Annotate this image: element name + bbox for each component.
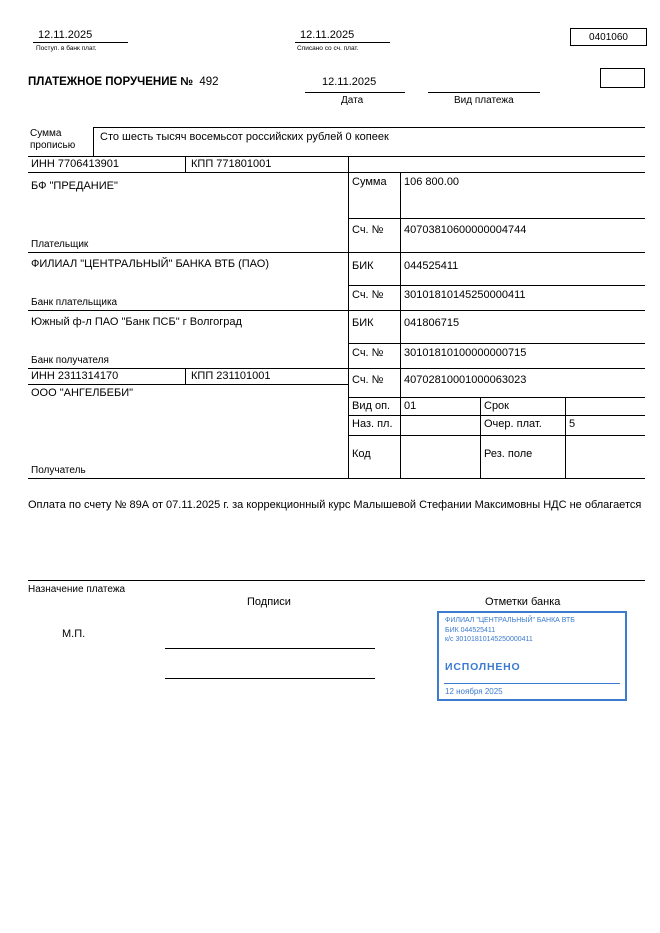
- grid-line: [28, 156, 645, 157]
- code-label: Код: [352, 448, 371, 460]
- payer-section-label: Плательщик: [31, 239, 89, 250]
- form-code: 0401060: [589, 31, 628, 43]
- op-kind-value: 01: [404, 400, 417, 412]
- stamp-bank-name: ФИЛИАЛ "ЦЕНТРАЛЬНЫЙ" БАНКА ВТБ: [445, 617, 575, 624]
- grid-line: [480, 397, 481, 478]
- grid-line: [348, 343, 645, 344]
- document-title: [28, 76, 219, 88]
- payee-section-label: Получатель: [31, 465, 86, 476]
- debited-date: 12.11.2025: [300, 29, 355, 41]
- form-code-box: [570, 28, 647, 46]
- purpose-section-line: [28, 580, 645, 581]
- received-date-caption: Поступ. в банк плат.: [36, 45, 97, 52]
- amount-value: 106 800.00: [404, 176, 460, 188]
- amount-words-top-line: [93, 127, 645, 128]
- grid-line: [348, 415, 645, 416]
- payment-kind-underline: [428, 92, 540, 93]
- payee-bank-account-label: Сч. №: [352, 347, 384, 359]
- debited-date-caption: Списано со сч. плат.: [297, 45, 359, 52]
- payer-account-label: Сч. №: [352, 224, 384, 236]
- stamp-divider: [444, 683, 620, 684]
- payer-bank-bik-value: 044525411: [404, 260, 459, 272]
- purpose-code-label: Наз. пл.: [352, 418, 393, 430]
- signatures-title: Подписи: [247, 596, 291, 608]
- title-label: ПЛАТЕЖНОЕ ПОРУЧЕНИЕ №: [28, 76, 194, 88]
- grid-line: [348, 397, 645, 398]
- reserve-field-label: Рез. поле: [484, 448, 533, 460]
- grid-line: [28, 384, 348, 385]
- grid-line: [400, 172, 401, 478]
- payer-bank-section-label: Банк плательщика: [31, 297, 118, 308]
- purpose-section-label: Назначение платежа: [28, 584, 126, 595]
- amount-words-label-1: Сумма: [30, 128, 62, 139]
- stamp-date: 12 ноября 2025: [445, 687, 503, 696]
- grid-line: [565, 397, 566, 478]
- payer-bank-account-value: 30101810145250000411: [404, 289, 526, 301]
- payee-name: ООО "АНГЕЛБЕБИ": [31, 387, 134, 399]
- status-code-box: [600, 68, 645, 88]
- debited-date-underline: [295, 42, 390, 43]
- stamp-bik: БИК 044525411: [445, 627, 496, 634]
- grid-line: [348, 285, 645, 286]
- payer-bank-bik-label: БИК: [352, 260, 374, 272]
- grid-line: [28, 172, 645, 173]
- amount-words-label-2: прописью: [30, 140, 76, 151]
- received-date-underline: [33, 42, 128, 43]
- payment-purpose-text: Оплата по счету № 89А от 07.11.2025 г. за коррекционный курс Малышевой Стефании Максимовны НДС не облагается: [28, 499, 642, 511]
- payer-inn: ИНН 7706413901: [31, 158, 120, 170]
- seal-label: М.П.: [62, 628, 86, 640]
- document-number: 492: [199, 76, 219, 88]
- signature-line-2: [165, 678, 375, 679]
- stamp-status: ИСПОЛНЕНО: [445, 661, 521, 673]
- document-date: 12.11.2025: [322, 76, 377, 88]
- received-date: 12.11.2025: [38, 29, 93, 41]
- date-label: Дата: [341, 95, 364, 106]
- grid-line: [28, 478, 645, 479]
- grid-line: [348, 156, 349, 478]
- payee-inn: ИНН 2311314170: [31, 370, 119, 382]
- payee-kpp: КПП 231101001: [191, 370, 271, 382]
- payee-bank-bik-value: 041806715: [404, 317, 460, 329]
- op-kind-label: Вид оп.: [352, 400, 391, 412]
- amount-words-divider: [93, 127, 94, 156]
- payee-account-label: Сч. №: [352, 374, 384, 386]
- grid-line: [348, 218, 645, 219]
- amount-label: Сумма: [352, 176, 387, 188]
- payment-kind-label: Вид платежа: [454, 95, 514, 106]
- priority-label: Очер. плат.: [484, 418, 542, 430]
- grid-line: [185, 156, 186, 172]
- term-label: Срок: [484, 400, 509, 412]
- grid-line: [28, 252, 645, 253]
- grid-line: [28, 310, 645, 311]
- payee-bank-bik-label: БИК: [352, 317, 374, 329]
- date-underline: [305, 92, 405, 93]
- grid-line: [348, 435, 645, 436]
- signature-line-1: [165, 648, 375, 649]
- grid-line: [28, 368, 645, 369]
- payer-bank-name: ФИЛИАЛ "ЦЕНТРАЛЬНЫЙ" БАНКА ВТБ (ПАО): [31, 258, 269, 270]
- payer-kpp: КПП 771801001: [191, 158, 272, 170]
- payee-bank-section-label: Банк получателя: [31, 355, 109, 366]
- payee-account-value: 40702810001000063023: [404, 374, 527, 386]
- grid-line: [185, 368, 186, 384]
- payer-name: БФ "ПРЕДАНИЕ": [31, 180, 118, 192]
- bank-stamp: [437, 611, 627, 701]
- payee-bank-name: Южный ф-л ПАО "Банк ПСБ" г Волгоград: [31, 316, 242, 328]
- bank-marks-title: Отметки банка: [485, 596, 561, 608]
- payee-bank-account-value: 30101810100000000715: [404, 347, 527, 359]
- stamp-corr-account: к/с 30101810145250000411: [445, 636, 533, 643]
- payer-account-value: 40703810600000004744: [404, 224, 527, 236]
- amount-words-value: Сто шесть тысяч восемьсот российских рублей 0 копеек: [100, 131, 389, 143]
- payer-bank-account-label: Сч. №: [352, 289, 384, 301]
- priority-value: 5: [569, 418, 576, 430]
